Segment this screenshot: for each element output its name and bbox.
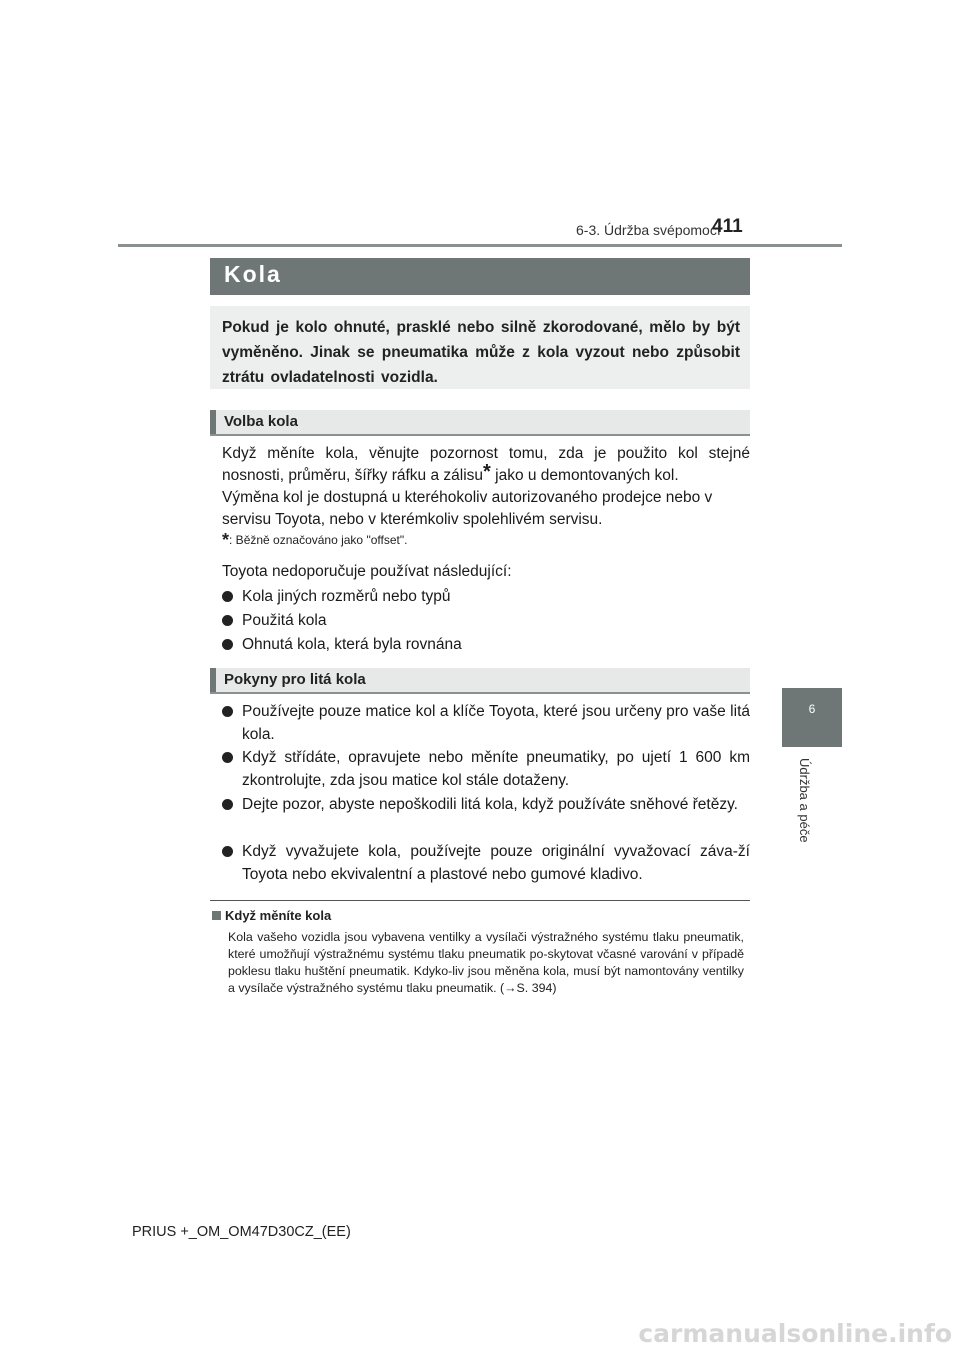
header-rule <box>118 244 842 247</box>
bullet-icon <box>222 639 233 650</box>
intro-text: Pokud je kolo ohnuté, prasklé nebo silně zkorodované, mělo by být vyměněno. Jinak se pneumatika může z kola vyzout nebo způsobit ztrátu ovladatelnosti vozidla. <box>222 319 740 386</box>
list-item: Ohnutá kola, která byla rovnána <box>222 633 750 656</box>
footnote-marker: * <box>483 461 491 483</box>
list-item: Kola jiných rozměrů nebo typů <box>222 585 750 608</box>
square-bullet-icon <box>212 911 221 920</box>
list-item: Použitá kola <box>222 609 750 632</box>
bullet-icon <box>222 706 233 717</box>
chapter-tab: 6 <box>782 688 842 747</box>
paragraph-service: Výměna kol je dostupná u kteréhokoliv autorizovaného prodejce nebo v servisu Toyota, nebo v kterémkoliv spolehlivém servisu. <box>222 489 713 528</box>
note-body: Kola vašeho vozidla jsou vybavena ventilky a vysílači výstražného systému tlaku pneumatik, které umožňují výstražnému systému tlaku pneumatik po-skytovat včasné varování v případě poklesu tlaku huštění pneumatik. Kdyko-liv jsou měněna kola, musí být namontovány ventilky a vysílače výstražného systému tlaku pneumatik. (→S. 394) <box>228 930 744 995</box>
paragraph-lead: Toyota nedoporučuje používat následující: <box>222 563 512 580</box>
bullet-icon <box>222 846 233 857</box>
bullet-icon <box>222 615 233 626</box>
title-bar <box>210 258 750 295</box>
list-item: Používejte pouze matice kol a klíče Toyota, které jsou určeny pro vaše litá kola. <box>222 700 750 746</box>
header-section: 6-3. Údržba svépomocí <box>576 222 721 238</box>
bullet-icon <box>222 799 233 810</box>
section-heading-text: Pokyny pro litá kola <box>224 671 366 688</box>
note-heading: Když měníte kola <box>212 908 331 923</box>
bullet-icon <box>222 752 233 763</box>
footer-model-code: PRIUS +_OM_OM47D30CZ_(EE) <box>132 1224 351 1240</box>
paragraph-wheel-choice: Když měníte kola, věnujte pozornost tomu, zda je použito kol stejné nosnosti, průměru, šířky ráfku a zálisu* jako u demontovaných kol. <box>222 445 750 484</box>
footnote: *: Běžně označováno jako "offset". <box>222 530 408 550</box>
note-rule <box>210 900 750 901</box>
intro-box <box>210 306 750 389</box>
section-heading-text: Volba kola <box>224 413 298 430</box>
bullet-icon <box>222 591 233 602</box>
section-heading-lita-kola <box>210 668 750 694</box>
watermark-logo: carmanualsonline.info <box>638 1319 952 1348</box>
page-title: Kola <box>224 261 282 287</box>
chapter-label: Údržba a péče <box>797 758 812 843</box>
page-number: 411 <box>712 216 743 237</box>
list-item: Když střídáte, opravujete nebo měníte pneumatiky, po ujetí 1 600 km zkontrolujte, zda jsou matice kol stále dotaženy. <box>222 746 750 792</box>
list-item: Když vyvažujete kola, používejte pouze originální vyvažovací záva-ží Toyota nebo ekvivalentní a plastové nebo gumové kladivo. <box>222 840 750 886</box>
section-heading-volba <box>210 410 750 436</box>
list-item: Dejte pozor, abyste nepoškodili litá kola, když používáte sněhové řetězy. <box>222 793 750 816</box>
